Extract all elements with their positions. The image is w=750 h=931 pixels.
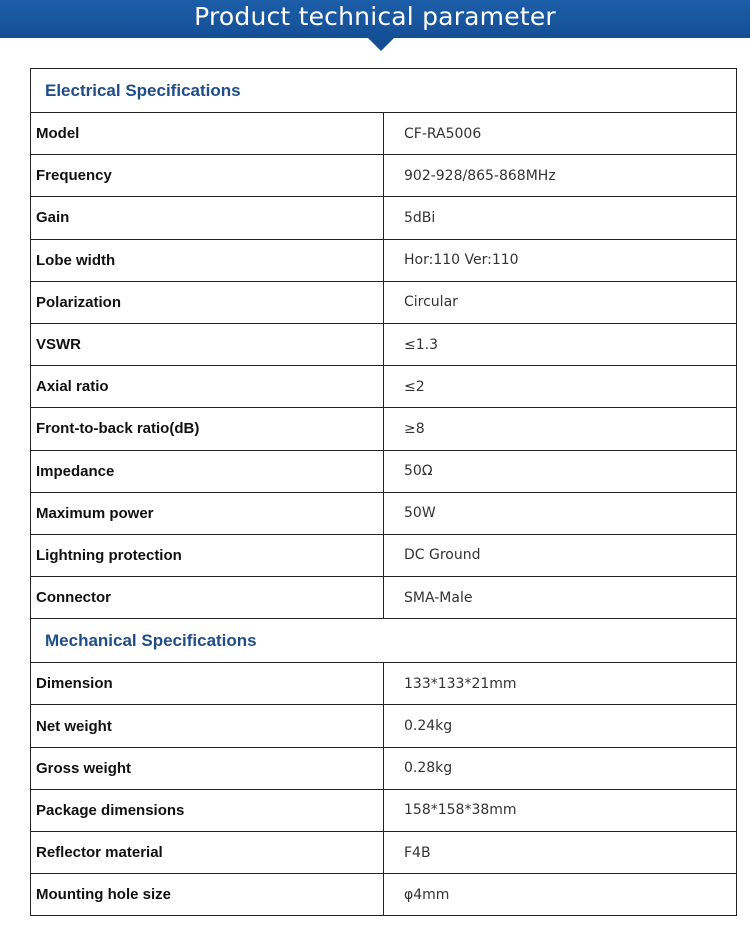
spec-value: ≤2 bbox=[384, 366, 737, 408]
spec-label: VSWR bbox=[31, 323, 384, 365]
table-row bbox=[31, 492, 737, 534]
table-row bbox=[31, 663, 737, 705]
spec-label: Net weight bbox=[31, 705, 384, 747]
section-title: Mechanical Specifications bbox=[31, 619, 737, 663]
spec-value: ≥8 bbox=[384, 408, 737, 450]
spec-label: Polarization bbox=[31, 281, 384, 323]
spec-label: Maximum power bbox=[31, 492, 384, 534]
spec-value: 0.24kg bbox=[384, 705, 737, 747]
spec-label: Package dimensions bbox=[31, 789, 384, 831]
spec-label: Gross weight bbox=[31, 747, 384, 789]
spec-label: Model bbox=[31, 113, 384, 155]
spec-value: 0.28kg bbox=[384, 747, 737, 789]
spec-label: Connector bbox=[31, 577, 384, 619]
spec-value: 133*133*21mm bbox=[384, 663, 737, 705]
table-row bbox=[31, 113, 737, 155]
spec-value: F4B bbox=[384, 832, 737, 874]
table-row bbox=[31, 323, 737, 365]
table-row bbox=[31, 832, 737, 874]
spec-value: 158*158*38mm bbox=[384, 789, 737, 831]
table-row bbox=[31, 747, 737, 789]
table-row bbox=[31, 534, 737, 576]
table-row bbox=[31, 281, 737, 323]
table-row bbox=[31, 705, 737, 747]
spec-value: CF-RA5006 bbox=[384, 113, 737, 155]
spec-label: Gain bbox=[31, 197, 384, 239]
spec-label: Dimension bbox=[31, 663, 384, 705]
spec-label: Axial ratio bbox=[31, 366, 384, 408]
title-banner bbox=[0, 0, 750, 38]
spec-value: Hor:110 Ver:110 bbox=[384, 239, 737, 281]
table-row bbox=[31, 450, 737, 492]
spec-label: Reflector material bbox=[31, 832, 384, 874]
table-row bbox=[31, 408, 737, 450]
table-row bbox=[31, 789, 737, 831]
section-header bbox=[31, 619, 737, 663]
table-row bbox=[31, 366, 737, 408]
spec-value: 902-928/865-868MHz bbox=[384, 155, 737, 197]
table-row bbox=[31, 155, 737, 197]
spec-label: Lightning protection bbox=[31, 534, 384, 576]
spec-label: Lobe width bbox=[31, 239, 384, 281]
spec-value: 50W bbox=[384, 492, 737, 534]
section-title: Electrical Specifications bbox=[31, 69, 737, 113]
banner-pointer-icon bbox=[368, 38, 394, 51]
spec-table bbox=[30, 68, 737, 916]
spec-value: ≤1.3 bbox=[384, 323, 737, 365]
spec-value: 5dBi bbox=[384, 197, 737, 239]
table-row bbox=[31, 577, 737, 619]
page-title: Product technical parameter bbox=[194, 2, 556, 31]
table-row bbox=[31, 239, 737, 281]
section-header bbox=[31, 69, 737, 113]
spec-value: DC Ground bbox=[384, 534, 737, 576]
spec-value: φ4mm bbox=[384, 874, 737, 916]
spec-label: Front-to-back ratio(dB) bbox=[31, 408, 384, 450]
table-row bbox=[31, 874, 737, 916]
spec-label: Frequency bbox=[31, 155, 384, 197]
spec-label: Impedance bbox=[31, 450, 384, 492]
spec-value: Circular bbox=[384, 281, 737, 323]
table-row bbox=[31, 197, 737, 239]
spec-label: Mounting hole size bbox=[31, 874, 384, 916]
spec-value: SMA-Male bbox=[384, 577, 737, 619]
spec-value: 50Ω bbox=[384, 450, 737, 492]
